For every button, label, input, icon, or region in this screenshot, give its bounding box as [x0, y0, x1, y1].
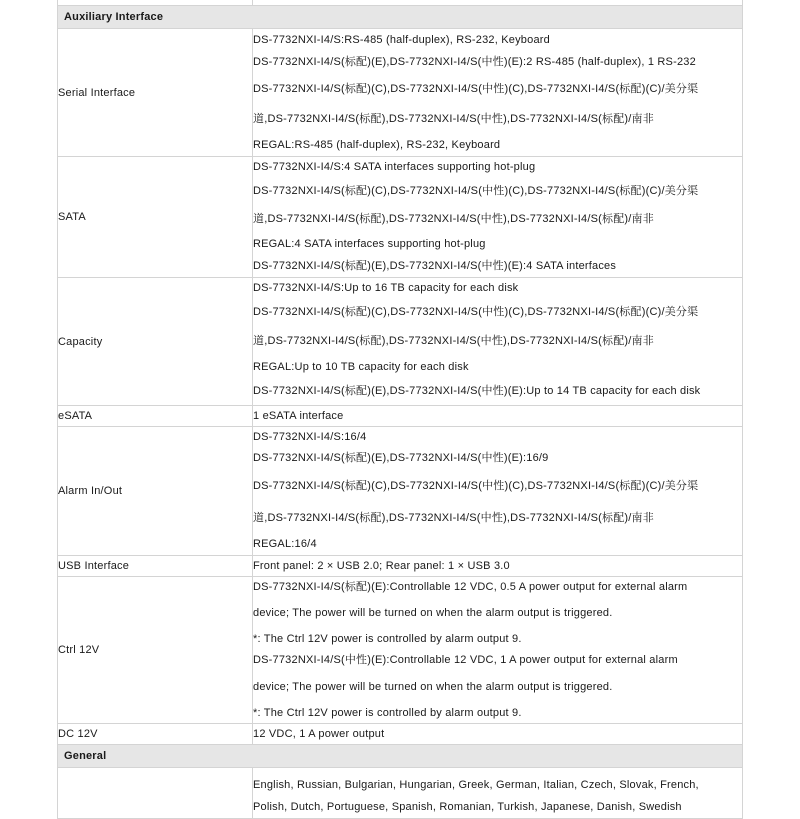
value-line: DS-7732NXI-I4/S(标配)(E):Controllable 12 VDC, 0.5 A power output for external alarm	[253, 581, 688, 593]
row-label	[58, 768, 253, 819]
value-line: DS-7732NXI-I4/S:RS-485 (half-duplex), RS-232, Keyboard	[253, 34, 550, 46]
value-line: *: The Ctrl 12V power is controlled by alarm output 9.	[253, 707, 522, 719]
table-row	[58, 406, 743, 427]
value-line: device; The power will be turned on when the alarm output is triggered.	[253, 607, 613, 619]
row-value	[253, 556, 743, 577]
value-line: DS-7732NXI-I4/S(中性)(E):Controllable 12 VDC, 1 A power output for external alarm	[253, 654, 678, 666]
row-label: Alarm In/Out	[58, 427, 253, 556]
value-line: DS-7732NXI-I4/S(标配)(E),DS-7732NXI-I4/S(中性)(E):16/9	[253, 452, 549, 464]
section-header-auxiliary-interface	[58, 6, 743, 29]
value-line: 道,DS-7732NXI-I4/S(标配),DS-7732NXI-I4/S(中性),DS-7732NXI-I4/S(标配)/南非	[253, 512, 654, 524]
value-line: DS-7732NXI-I4/S(标配)(E),DS-7732NXI-I4/S(中性)(E):2 RS-485 (half-duplex), 1 RS-232	[253, 56, 696, 68]
value-line: 12 VDC, 1 A power output	[253, 728, 385, 740]
row-value	[253, 406, 743, 427]
row-value	[253, 278, 743, 406]
table-row	[58, 577, 743, 724]
spec-table	[57, 0, 743, 819]
row-label: USB Interface	[58, 556, 253, 577]
row-label: Capacity	[58, 278, 253, 406]
row-label: Ctrl 12V	[58, 577, 253, 724]
value-line: device; The power will be turned on when the alarm output is triggered.	[253, 681, 613, 693]
row-label: DC 12V	[58, 724, 253, 745]
value-line: DS-7732NXI-I4/S(标配)(C),DS-7732NXI-I4/S(中性)(C),DS-7732NXI-I4/S(标配)(C)/美分渠	[253, 306, 699, 318]
value-line: DS-7732NXI-I4/S(标配)(E),DS-7732NXI-I4/S(中性)(E):Up to 14 TB capacity for each disk	[253, 385, 701, 397]
row-value	[253, 768, 743, 819]
row-value	[253, 29, 743, 157]
table-row	[58, 157, 743, 278]
table-row	[58, 278, 743, 406]
row-value	[253, 427, 743, 556]
value-line: 道,DS-7732NXI-I4/S(标配),DS-7732NXI-I4/S(中性),DS-7732NXI-I4/S(标配)/南非	[253, 213, 654, 225]
table-row	[58, 556, 743, 577]
value-line: DS-7732NXI-I4/S:Up to 16 TB capacity for each disk	[253, 282, 519, 294]
value-line: 道,DS-7732NXI-I4/S(标配),DS-7732NXI-I4/S(中性),DS-7732NXI-I4/S(标配)/南非	[253, 335, 654, 347]
value-line: DS-7732NXI-I4/S(标配)(C),DS-7732NXI-I4/S(中性)(C),DS-7732NXI-I4/S(标配)(C)/美分渠	[253, 83, 699, 95]
section-title: Auxiliary Interface	[58, 6, 743, 29]
value-line: DS-7732NXI-I4/S(标配)(C),DS-7732NXI-I4/S(中性)(C),DS-7732NXI-I4/S(标配)(C)/美分渠	[253, 185, 699, 197]
value-line: Polish, Dutch, Portuguese, Spanish, Romanian, Turkish, Japanese, Danish, Swedish	[253, 801, 682, 813]
table-row	[58, 29, 743, 157]
value-line: REGAL:RS-485 (half-duplex), RS-232, Keyboard	[253, 139, 501, 151]
value-line: REGAL:Up to 10 TB capacity for each disk	[253, 361, 469, 373]
value-line: DS-7732NXI-I4/S(标配)(C),DS-7732NXI-I4/S(中性)(C),DS-7732NXI-I4/S(标配)(C)/美分渠	[253, 480, 699, 492]
value-line: *: The Ctrl 12V power is controlled by alarm output 9.	[253, 633, 522, 645]
section-header-general	[58, 745, 743, 768]
value-line: 道,DS-7732NXI-I4/S(标配),DS-7732NXI-I4/S(中性),DS-7732NXI-I4/S(标配)/南非	[253, 113, 654, 125]
row-value	[253, 724, 743, 745]
value-line: 1 eSATA interface	[253, 410, 344, 422]
value-line: REGAL:4 SATA interfaces supporting hot-plug	[253, 238, 486, 250]
row-label: eSATA	[58, 406, 253, 427]
value-line: DS-7732NXI-I4/S:4 SATA interfaces supporting hot-plug	[253, 161, 536, 173]
value-line: Front panel: 2 × USB 2.0; Rear panel: 1 × USB 3.0	[253, 560, 510, 572]
value-line: DS-7732NXI-I4/S:16/4	[253, 431, 367, 443]
table-row	[58, 427, 743, 556]
section-title: General	[58, 745, 743, 768]
row-label: Serial Interface	[58, 29, 253, 157]
value-line: English, Russian, Bulgarian, Hungarian, Greek, German, Italian, Czech, Slovak, French,	[253, 779, 699, 791]
value-line: DS-7732NXI-I4/S(标配)(E),DS-7732NXI-I4/S(中性)(E):4 SATA interfaces	[253, 260, 617, 272]
row-value	[253, 157, 743, 278]
row-label: SATA	[58, 157, 253, 278]
row-value	[253, 577, 743, 724]
value-line: REGAL:16/4	[253, 538, 317, 550]
table-row	[58, 768, 743, 819]
table-row	[58, 724, 743, 745]
